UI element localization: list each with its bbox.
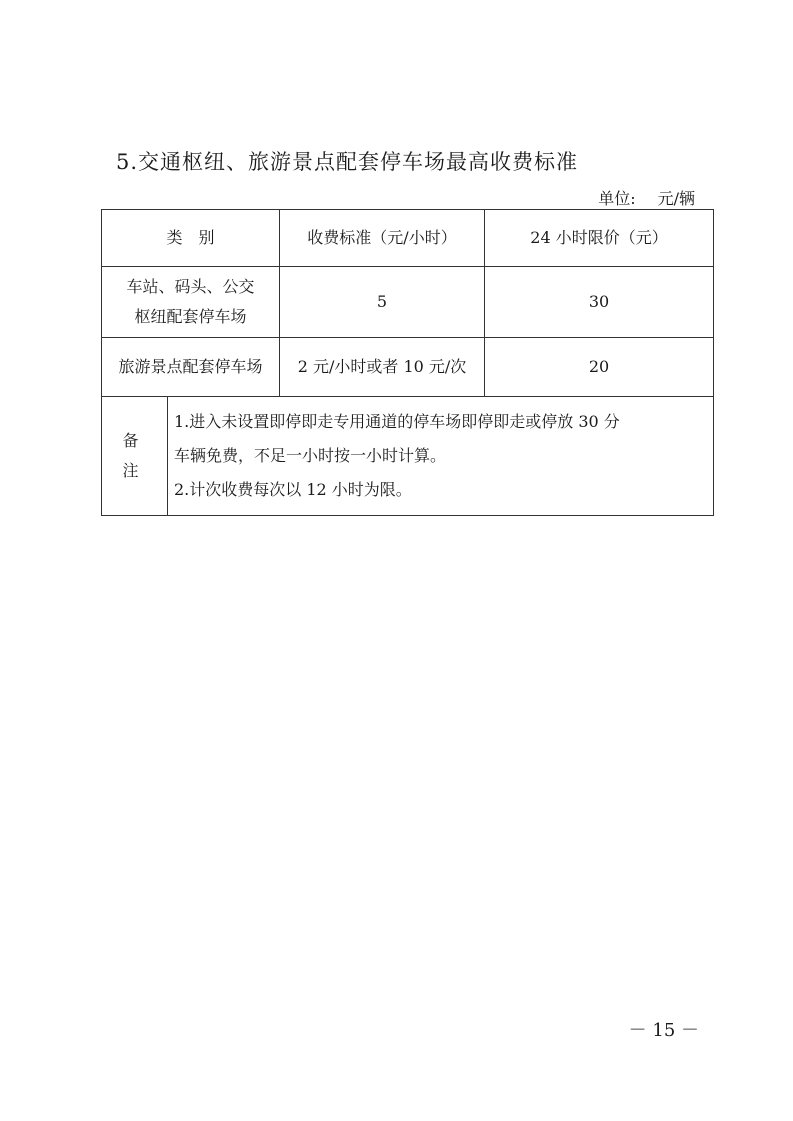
row-cap: 20 — [485, 338, 714, 397]
category-line: 枢纽配套停车场 — [134, 307, 247, 326]
notes-row — [102, 397, 714, 516]
notes-text — [168, 397, 713, 515]
section-title: 5.交通枢纽、旅游景点配套停车场最高收费标准 — [116, 150, 579, 174]
header-cap: 24 小时限价（元） — [485, 210, 714, 267]
row-rate: 5 — [280, 267, 485, 338]
category-line: 车站、码头、公交 — [126, 277, 255, 296]
note-line: 车辆免费，不足一小时按一小时计算。 — [174, 446, 447, 465]
unit-value: 元/辆 — [657, 189, 695, 208]
table-header-row — [102, 210, 714, 267]
note-line: 1.进入未设置即停即走专用通道的停车场即停即走或停放 30 分 — [174, 412, 620, 431]
row-rate: 2 元/小时或者 10 元/次 — [280, 338, 485, 397]
header-category: 类 别 — [102, 210, 280, 267]
row-category — [102, 267, 280, 338]
unit-label: 单位: — [598, 189, 636, 208]
table-row — [102, 338, 714, 397]
row-cap: 30 — [485, 267, 714, 338]
fee-table — [101, 209, 714, 516]
header-rate: 收费标准（元/小时） — [280, 210, 485, 267]
page-number: － 15 － — [628, 1020, 699, 1041]
row-category: 旅游景点配套停车场 — [102, 338, 280, 397]
notes-label: 备注 — [102, 397, 168, 515]
note-line: 2.计次收费每次以 12 小时为限。 — [174, 480, 412, 499]
table-row — [102, 267, 714, 338]
unit-note — [598, 186, 695, 209]
